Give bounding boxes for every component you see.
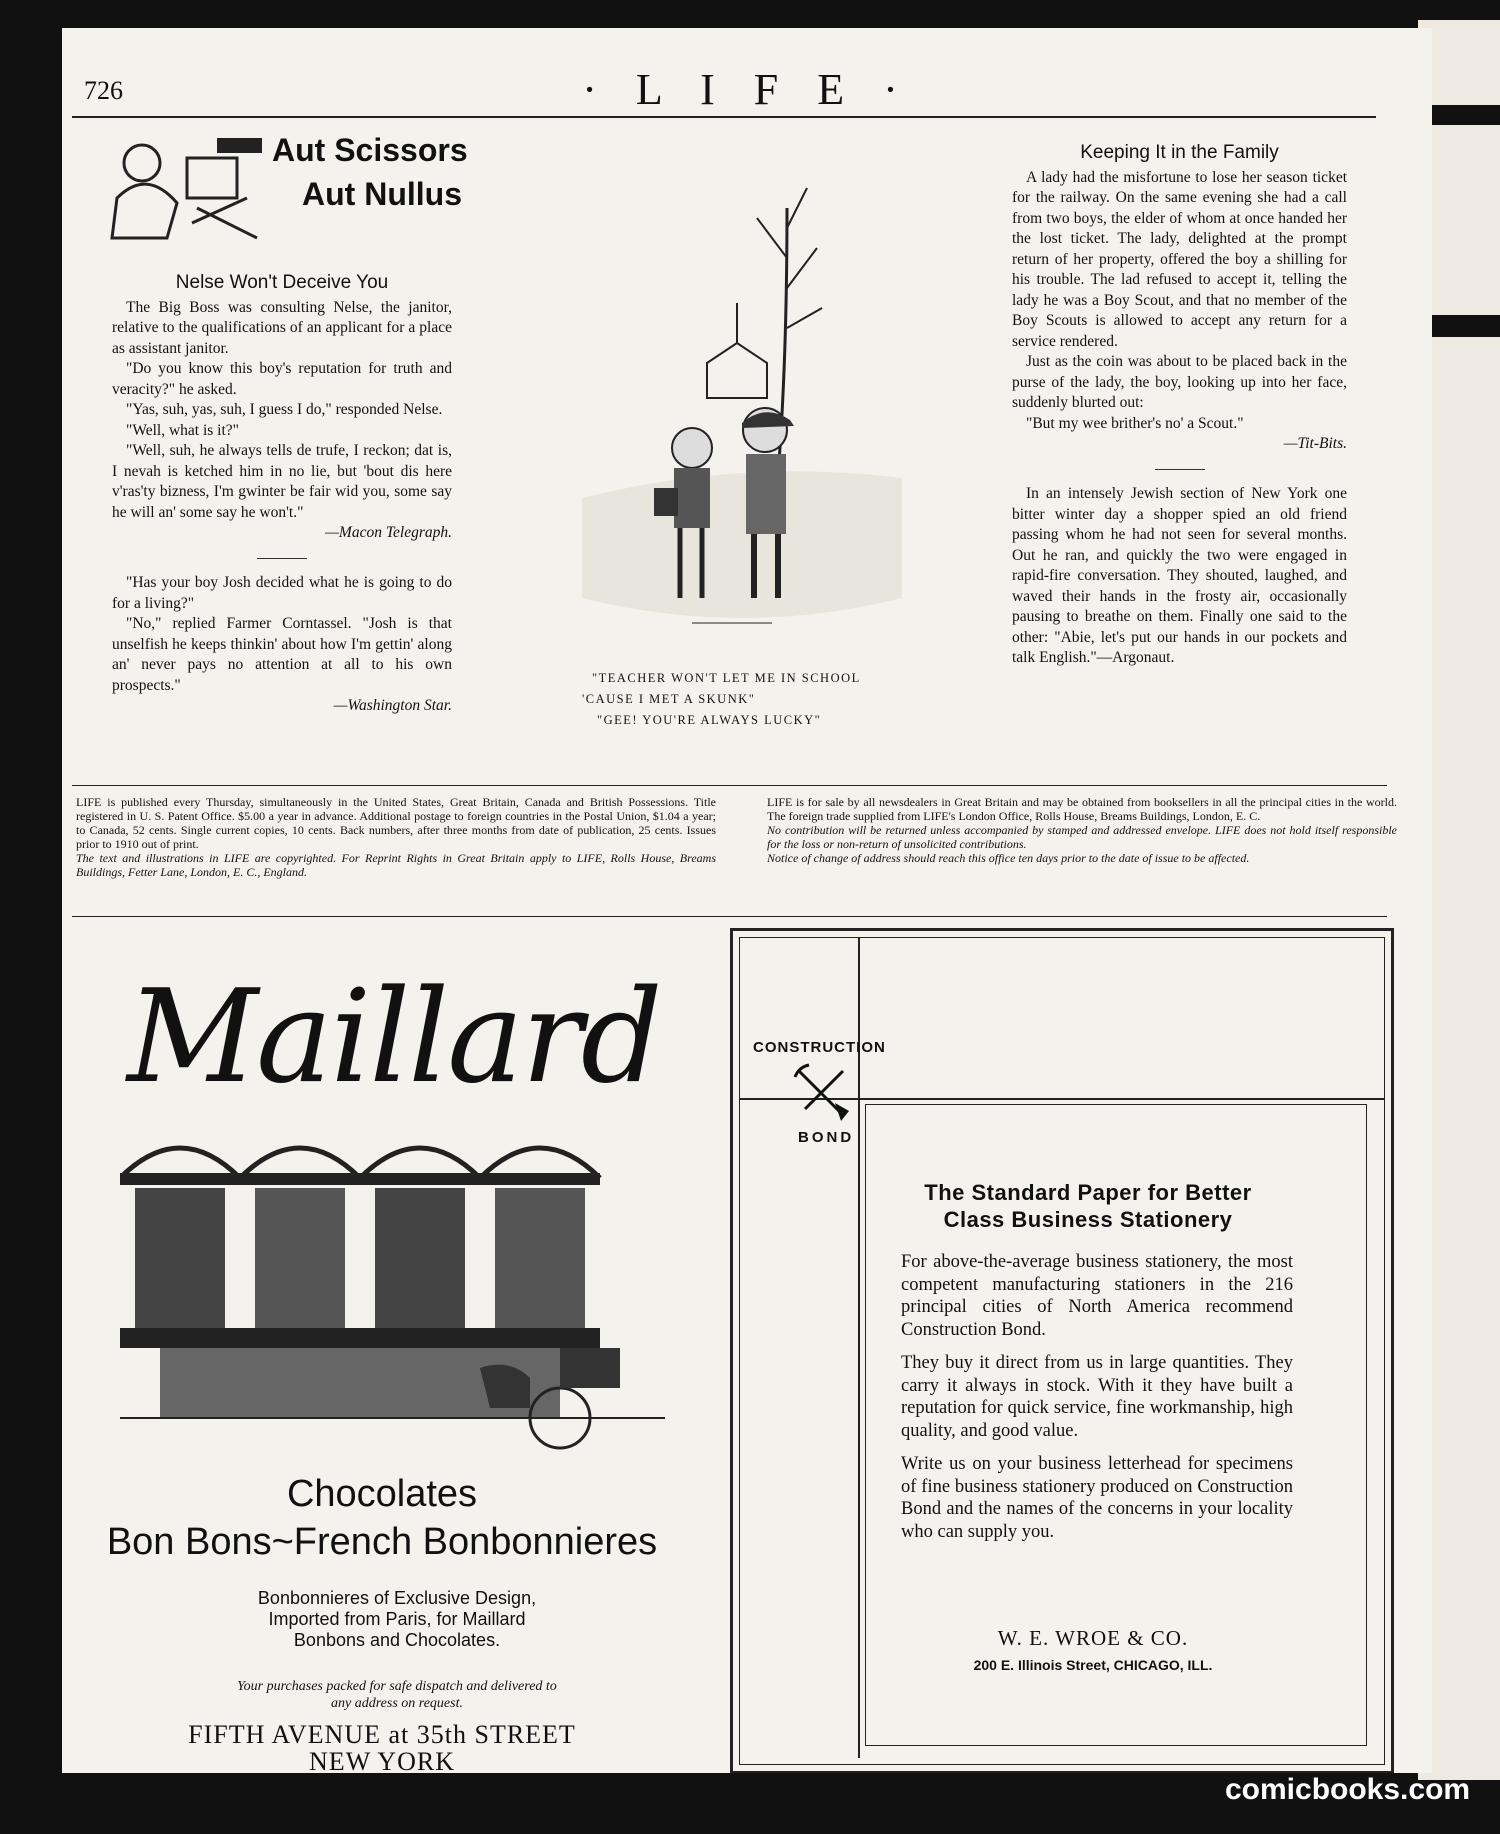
masthead-rule [72, 116, 1376, 118]
separator [257, 558, 307, 560]
masthead: · L I F E · [582, 65, 912, 114]
maillard-line1: Chocolates [286, 1473, 478, 1515]
maillard-line2: Bon Bons~French Bonbonnieres [106, 1521, 658, 1563]
maillard-delivery-note: Your purchases packed for safe dispatch and delivered to any address on request. [237, 1679, 557, 1711]
maillard-storefront-illustration [120, 1118, 665, 1468]
notice-rule-top [72, 785, 1387, 786]
construction-logo-top: CONSTRUCTION [753, 1039, 886, 1056]
story-title: Nelse Won't Deceive You [175, 272, 389, 293]
construction-company: W. E. WROE & CO. [997, 1626, 1189, 1650]
right-column: Keeping It in the Family A lady had the misfortune to lose her season ticket for the railway. On the same evening she had a call from two boys, the elder of whom at once handed her the lost ticket. The lady, delighted at the prompt return of her property, offered the boy a shilling for his trouble. The lad refused to accept it, telling the lady he was a Boy Scout, and that no member of the Boy Scouts is allowed to accept any return for a service rendered. Just as the coin was about to be placed back in the purse of the lady, the boy, looking up into her face, suddenly blurted out: "But my wee brither's no' a Scout." —Tit-Bits. In an intensely Jewish section of New York one bitter winter day a shopper spied an old friend passing whom he had not seen for several months. Out he ran, and quickly the two were engaged in rapid-fire conversation. They shouted, laughed, and waved their hands in the frosty air, occasionally pausing to breathe on them. Finally one said to the other: "Abie, let's put our hands in our pockets and talk English."—Argonaut. [1012, 142, 1347, 666]
left-column: Nelse Won't Deceive You The Big Boss was consulting Nelse, the janitor, relative to the qualifications of an applicant for a place as assistant janitor. "Do you know this boy's reputation for truth and veracity?" he asked. "Yas, suh, yas, suh, I guess I do," responded Nelse. "Well, what is it?" "Well, suh, he always tells de trufe, I reckon; dat is, I nevah is ketched him in no lie, but 'bout dis here v'ras'ty bizness, I'm gwinter be fair wid you, some say he will an' some say he won't." —Macon Telegraph. "Has your boy Josh decided what he is going to do for a living?" "No," replied Farmer Corntassel. "Josh is that unselfish he keeps thinkin' about how I'm gettin' along an' never pays no attention at all to his own prospects." —Washington Star. [112, 273, 452, 717]
scissors-header-illustration [97, 128, 267, 248]
separator [1155, 469, 1205, 471]
publication-notice-right: LIFE is for sale by all newsdealers in Great Britain and may be obtained from booksellers in all the principal cities in the world. The foreign trade supplied from LIFE's London Office, Rolls House, Breams Buildings, London, E. C. No contribution will be returned unless accompanied by stamped and addressed envelope. LIFE does not hold itself responsible for the loss or non-return of unsolicited contributions. Notice of change of address should reach this office ten days prior to the date of issue to be affected. [767, 795, 1397, 865]
cartoon-caption: "TEACHER WON'T LET ME IN SCHOOL 'CAUSE I MET A SKUNK" "GEE! YOU'RE ALWAYS LUCKY" [582, 671, 861, 727]
construction-address: 200 E. Illinois Street, CHICAGO, ILL. [973, 1657, 1213, 1673]
construction-headline: The Standard Paper for Better Class Business Stationery [924, 1180, 1252, 1232]
story-source: —Tit-Bits. [1283, 435, 1347, 452]
page-number: 726 [84, 76, 123, 105]
maillard-address: FIFTH AVENUE at 35th STREET NEW YORK [188, 1720, 576, 1773]
maillard-description: Bonbonnieres of Exclusive Design, Imported from Paris, for Maillard Bonbons and Chocolates. [257, 1588, 537, 1650]
magazine-page [62, 28, 1432, 1773]
pick-shovel-icon [791, 1063, 851, 1123]
maillard-logo: Maillard [127, 963, 661, 1112]
story-source: —Macon Telegraph. [325, 524, 452, 541]
maillard-advertisement [62, 933, 717, 1773]
story-title: Keeping It in the Family [1080, 142, 1279, 163]
watermark: comicbooks.com [1225, 1773, 1471, 1806]
construction-logo-bottom: BOND [798, 1129, 855, 1146]
construction-bond-advertisement [730, 928, 1394, 1773]
construction-body: For above-the-average business stationery, the most competent manufacturing stationers in the 216 principal cities of North America recommend Construction Bond. They buy it direct from us in large quantities. They carry it always in stock. With it they have built a reputation for quick service, fine workmanship, high quality, and good value. Write us on your business letterhead for specimens of fine business stationery produced on Construction Bond and the names of the concerns in your locality who can supply you. [901, 1252, 1293, 1542]
publication-notice-left: LIFE is published every Thursday, simultaneously in the United States, Great Britain, Canada and British Possessions. Title registered in U. S. Patent Office. $5.00 a year in advance. Additional postage to foreign countries in the Postal Union, $1.04 a year; to Canada, 52 cents. Single current copies, 10 cents. Back numbers, after three months from date of publication, 25 cents. Issues prior to 1910 out of print. The text and illustrations in LIFE are copyrighted. For Reprint Rights in Great Britain apply to LIFE, Rolls House, Breams Buildings, Fetter Lane, London, E. C., England. [76, 795, 716, 879]
column-title: Aut Scissors Aut Nullus [272, 132, 468, 212]
notice-rule-bottom [72, 916, 1387, 917]
cartoon-illustration [562, 168, 922, 658]
story-source: —Washington Star. [333, 697, 452, 714]
